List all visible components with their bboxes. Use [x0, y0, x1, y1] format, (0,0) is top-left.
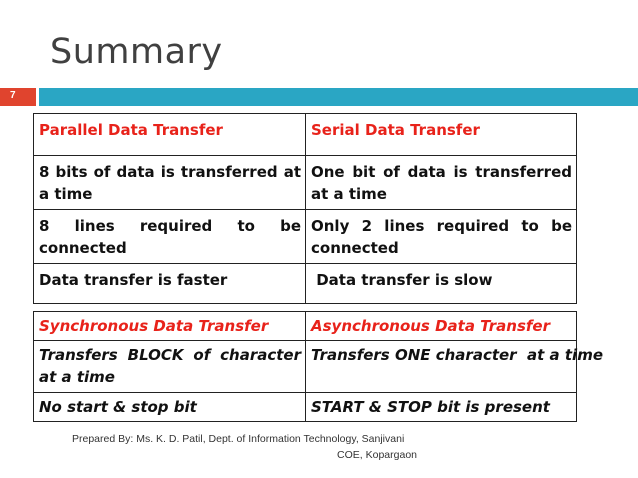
accent-bar [39, 88, 638, 106]
table-cell: Transfers ONE character at a time [306, 341, 577, 393]
footer-line-1: Prepared By: Ms. K. D. Patil, Dept. of Information Technology, Sanjivani [72, 433, 405, 445]
slide-title: Summary [50, 32, 223, 72]
footer [72, 431, 417, 463]
table-cell: One bit of data is transferred at a time [306, 156, 577, 210]
table-header-row [34, 312, 577, 341]
table-cell: Only 2 lines required to be connected [306, 210, 577, 264]
table-row [34, 341, 577, 393]
table-cell: START & STOP bit is present [306, 393, 577, 422]
table-header-row [34, 114, 577, 156]
header-serial: Serial Data Transfer [306, 114, 577, 156]
slide-number: 7 [10, 90, 16, 101]
table-row [34, 264, 577, 304]
table-cell: Transfers BLOCK of character at a time [34, 341, 306, 393]
table-row [34, 393, 577, 422]
table-row [34, 156, 577, 210]
table-cell: No start & stop bit [34, 393, 306, 422]
parallel-serial-table [33, 113, 577, 304]
table-cell: 8 lines required to be connected [34, 210, 306, 264]
header-synchronous: Synchronous Data Transfer [34, 312, 306, 341]
table-cell: Data transfer is slow [306, 264, 577, 304]
header-parallel: Parallel Data Transfer [34, 114, 306, 156]
slide-number-bar [0, 88, 36, 106]
table-cell: 8 bits of data is transferred at a time [34, 156, 306, 210]
table-cell: Data transfer is faster [34, 264, 306, 304]
header-asynchronous: Asynchronous Data Transfer [306, 312, 577, 341]
sync-async-table [33, 311, 603, 422]
footer-line-2: COE, Kopargaon [337, 449, 417, 461]
table-row [34, 210, 577, 264]
